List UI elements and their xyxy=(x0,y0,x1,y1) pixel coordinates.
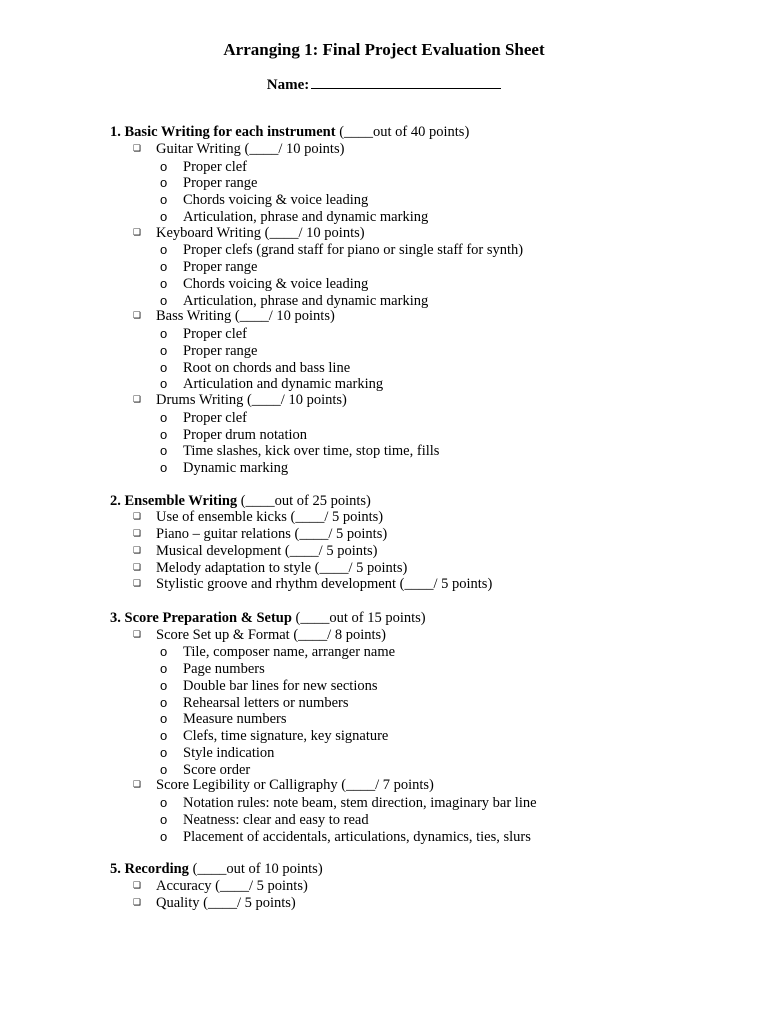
circle-bullet-icon: o xyxy=(160,677,168,693)
section-points: (____out of 25 points) xyxy=(240,492,371,509)
sub-list-item xyxy=(160,158,247,176)
sub-list-item xyxy=(160,325,247,343)
section-heading xyxy=(110,861,323,878)
checkbox-bullet-icon: ❏ xyxy=(133,579,142,590)
section-heading xyxy=(110,124,469,141)
sub-list-item xyxy=(160,710,286,728)
circle-bullet-icon: o xyxy=(160,259,168,274)
circle-bullet-icon: o xyxy=(160,744,168,760)
section-heading xyxy=(110,493,371,510)
sub-list-item xyxy=(160,426,307,444)
circle-bullet-icon: o xyxy=(160,208,168,224)
sub-list-item-label: Style indication xyxy=(183,744,275,761)
circle-bullet-icon: o xyxy=(160,175,168,191)
circle-bullet-icon: o xyxy=(160,242,168,258)
sub-list-item-label: Notation rules: note beam, stem direction, imaginary bar line xyxy=(183,795,537,811)
sub-list-item-label: Proper clef xyxy=(183,326,248,342)
list-item-label: Musical development (____/ 5 points) xyxy=(156,542,378,559)
sub-list-item-label: Score order xyxy=(183,761,251,778)
circle-bullet-icon: o xyxy=(160,376,168,392)
name-label: Name: xyxy=(266,77,310,93)
checkbox-bullet-icon: ❏ xyxy=(133,529,142,539)
list-item-label: Quality (____/ 5 points) xyxy=(156,894,296,911)
sub-list-item-label: Proper clef xyxy=(183,409,248,426)
circle-bullet-icon: o xyxy=(160,828,168,844)
sub-list-item xyxy=(160,375,383,393)
list-item xyxy=(133,509,383,526)
sub-list-item-label: Articulation and dynamic marking xyxy=(183,376,384,393)
list-item xyxy=(133,895,296,912)
circle-bullet-icon: o xyxy=(160,795,168,810)
circle-bullet-icon: o xyxy=(160,409,168,425)
checkbox-bullet-icon: ❏ xyxy=(133,545,142,556)
checkbox-bullet-icon: ❏ xyxy=(133,629,142,640)
sub-list-item-label: Root on chords and bass line xyxy=(183,359,351,376)
sub-list-item-label: Proper range xyxy=(183,175,258,192)
sub-list-item-label: Chords voicing & voice leading xyxy=(183,192,369,208)
sub-list-item-label: Time slashes, kick over time, stop time, fills xyxy=(183,443,440,460)
list-item-label: Guitar Writing (____/ 10 points) xyxy=(156,140,345,157)
checkbox-bullet-icon: ❏ xyxy=(133,780,142,791)
circle-bullet-icon: o xyxy=(160,443,168,459)
circle-bullet-icon: o xyxy=(160,158,168,174)
sub-list-item xyxy=(160,409,247,427)
list-item-label: Drums Writing (____/ 10 points) xyxy=(156,392,347,408)
circle-bullet-icon: o xyxy=(160,728,168,743)
section-points: (____out of 10 points) xyxy=(192,861,323,877)
sub-list-item-label: Clefs, time signature, key signature xyxy=(183,728,389,744)
sub-list-item xyxy=(160,660,265,678)
sub-list-item-label: Tile, composer name, arranger name xyxy=(183,644,396,661)
circle-bullet-icon: o xyxy=(160,661,168,676)
list-item-label: Melody adaptation to style (____/ 5 points) xyxy=(156,559,408,576)
circle-bullet-icon: o xyxy=(160,359,168,375)
section-number: 2. xyxy=(110,492,125,509)
sub-list-item-label: Placement of accidentals, articulations, dynamics, ties, slurs xyxy=(183,828,531,845)
sub-list-item xyxy=(160,241,523,259)
sub-list-item xyxy=(160,828,531,846)
list-item-label: Piano – guitar relations (____/ 5 points) xyxy=(156,526,388,542)
list-item xyxy=(133,543,378,560)
section-points: (____out of 40 points) xyxy=(339,124,470,140)
sub-list-item-label: Proper range xyxy=(183,342,258,359)
list-item xyxy=(133,576,492,593)
checkbox-bullet-icon: ❏ xyxy=(133,395,142,405)
list-item xyxy=(133,560,407,577)
sub-list-item xyxy=(160,191,368,209)
list-item xyxy=(133,141,344,158)
sub-list-item xyxy=(160,727,388,745)
list-item xyxy=(133,777,434,794)
list-item xyxy=(133,308,335,325)
sub-list-item xyxy=(160,442,439,460)
checkbox-bullet-icon: ❏ xyxy=(133,897,142,908)
sub-list-item xyxy=(160,811,369,829)
sub-list-item-label: Double bar lines for new sections xyxy=(183,677,378,694)
section-heading xyxy=(110,610,426,627)
circle-bullet-icon: o xyxy=(160,326,168,341)
list-item xyxy=(133,225,365,242)
section-title: Recording xyxy=(124,861,189,877)
section-title: Ensemble Writing xyxy=(124,492,238,509)
sub-list-item xyxy=(160,744,274,762)
list-item-label: Accuracy (____/ 5 points) xyxy=(156,877,308,894)
sub-list-item-label: Dynamic marking xyxy=(183,460,289,476)
list-item-label: Use of ensemble kicks (____/ 5 points) xyxy=(156,509,384,526)
checkbox-bullet-icon: ❏ xyxy=(133,880,142,891)
circle-bullet-icon: o xyxy=(160,811,168,827)
sub-list-item xyxy=(160,694,348,712)
checkbox-bullet-icon: ❏ xyxy=(133,311,142,322)
section-title: Basic Writing for each instrument xyxy=(124,124,336,140)
page-title: Arranging 1: Final Project Evaluation Sheet xyxy=(223,40,545,59)
checkbox-bullet-icon: ❏ xyxy=(133,143,142,154)
list-item xyxy=(133,526,387,543)
circle-bullet-icon: o xyxy=(160,460,168,475)
sub-list-item-label: Chords voicing & voice leading xyxy=(183,275,369,292)
circle-bullet-icon: o xyxy=(160,342,168,358)
sub-list-item-label: Neatness: clear and easy to read xyxy=(183,811,369,828)
circle-bullet-icon: o xyxy=(160,292,168,308)
list-item xyxy=(133,878,308,895)
sub-list-item xyxy=(160,677,378,695)
list-item-label: Score Set up & Format (____/ 8 points) xyxy=(156,626,386,643)
list-item xyxy=(133,392,347,409)
sub-list-item xyxy=(160,459,288,477)
sub-list-item-label: Proper range xyxy=(183,259,258,275)
circle-bullet-icon: o xyxy=(160,644,168,660)
sub-list-item-label: Proper clef xyxy=(183,158,248,175)
circle-bullet-icon: o xyxy=(160,711,168,727)
section-number: 5. xyxy=(110,861,125,877)
circle-bullet-icon: o xyxy=(160,192,168,207)
name-field xyxy=(0,74,768,94)
list-item-label: Score Legibility or Calligraphy (____/ 7 points) xyxy=(156,777,434,794)
sub-list-item xyxy=(160,275,368,293)
checkbox-bullet-icon: ❏ xyxy=(133,562,142,573)
list-item-label: Keyboard Writing (____/ 10 points) xyxy=(156,224,365,241)
checkbox-bullet-icon: ❏ xyxy=(133,512,142,523)
checkbox-bullet-icon: ❏ xyxy=(133,227,142,238)
section-title: Score Preparation & Setup xyxy=(124,609,292,626)
name-blank-line xyxy=(311,74,501,89)
sub-list-item xyxy=(160,761,250,779)
sub-list-item xyxy=(160,794,537,812)
sub-list-item xyxy=(160,359,350,377)
sub-list-item-label: Proper drum notation xyxy=(183,426,308,443)
list-item xyxy=(133,627,386,644)
list-item-label: Stylistic groove and rhythm development (____/ 5 points) xyxy=(156,576,493,593)
list-item-label: Bass Writing (____/ 10 points) xyxy=(156,308,335,325)
sub-list-item-label: Rehearsal letters or numbers xyxy=(183,694,349,711)
sub-list-item xyxy=(160,208,428,226)
circle-bullet-icon: o xyxy=(160,761,168,777)
sub-list-item-label: Measure numbers xyxy=(183,711,287,728)
circle-bullet-icon: o xyxy=(160,426,168,442)
sub-list-item-label: Articulation, phrase and dynamic marking xyxy=(183,208,429,225)
sub-list-item-label: Articulation, phrase and dynamic marking xyxy=(183,292,429,309)
circle-bullet-icon: o xyxy=(160,694,168,710)
circle-bullet-icon: o xyxy=(160,275,168,291)
section-number: 1. xyxy=(110,124,125,140)
sub-list-item xyxy=(160,342,257,360)
sub-list-item xyxy=(160,258,257,276)
sub-list-item xyxy=(160,292,428,310)
sub-list-item xyxy=(160,643,395,661)
section-number: 3. xyxy=(110,609,125,626)
sub-list-item-label: Proper clefs (grand staff for piano or single staff for synth) xyxy=(183,242,524,259)
sub-list-item-label: Page numbers xyxy=(183,661,265,677)
sub-list-item xyxy=(160,174,257,192)
section-points: (____out of 15 points) xyxy=(295,609,426,626)
